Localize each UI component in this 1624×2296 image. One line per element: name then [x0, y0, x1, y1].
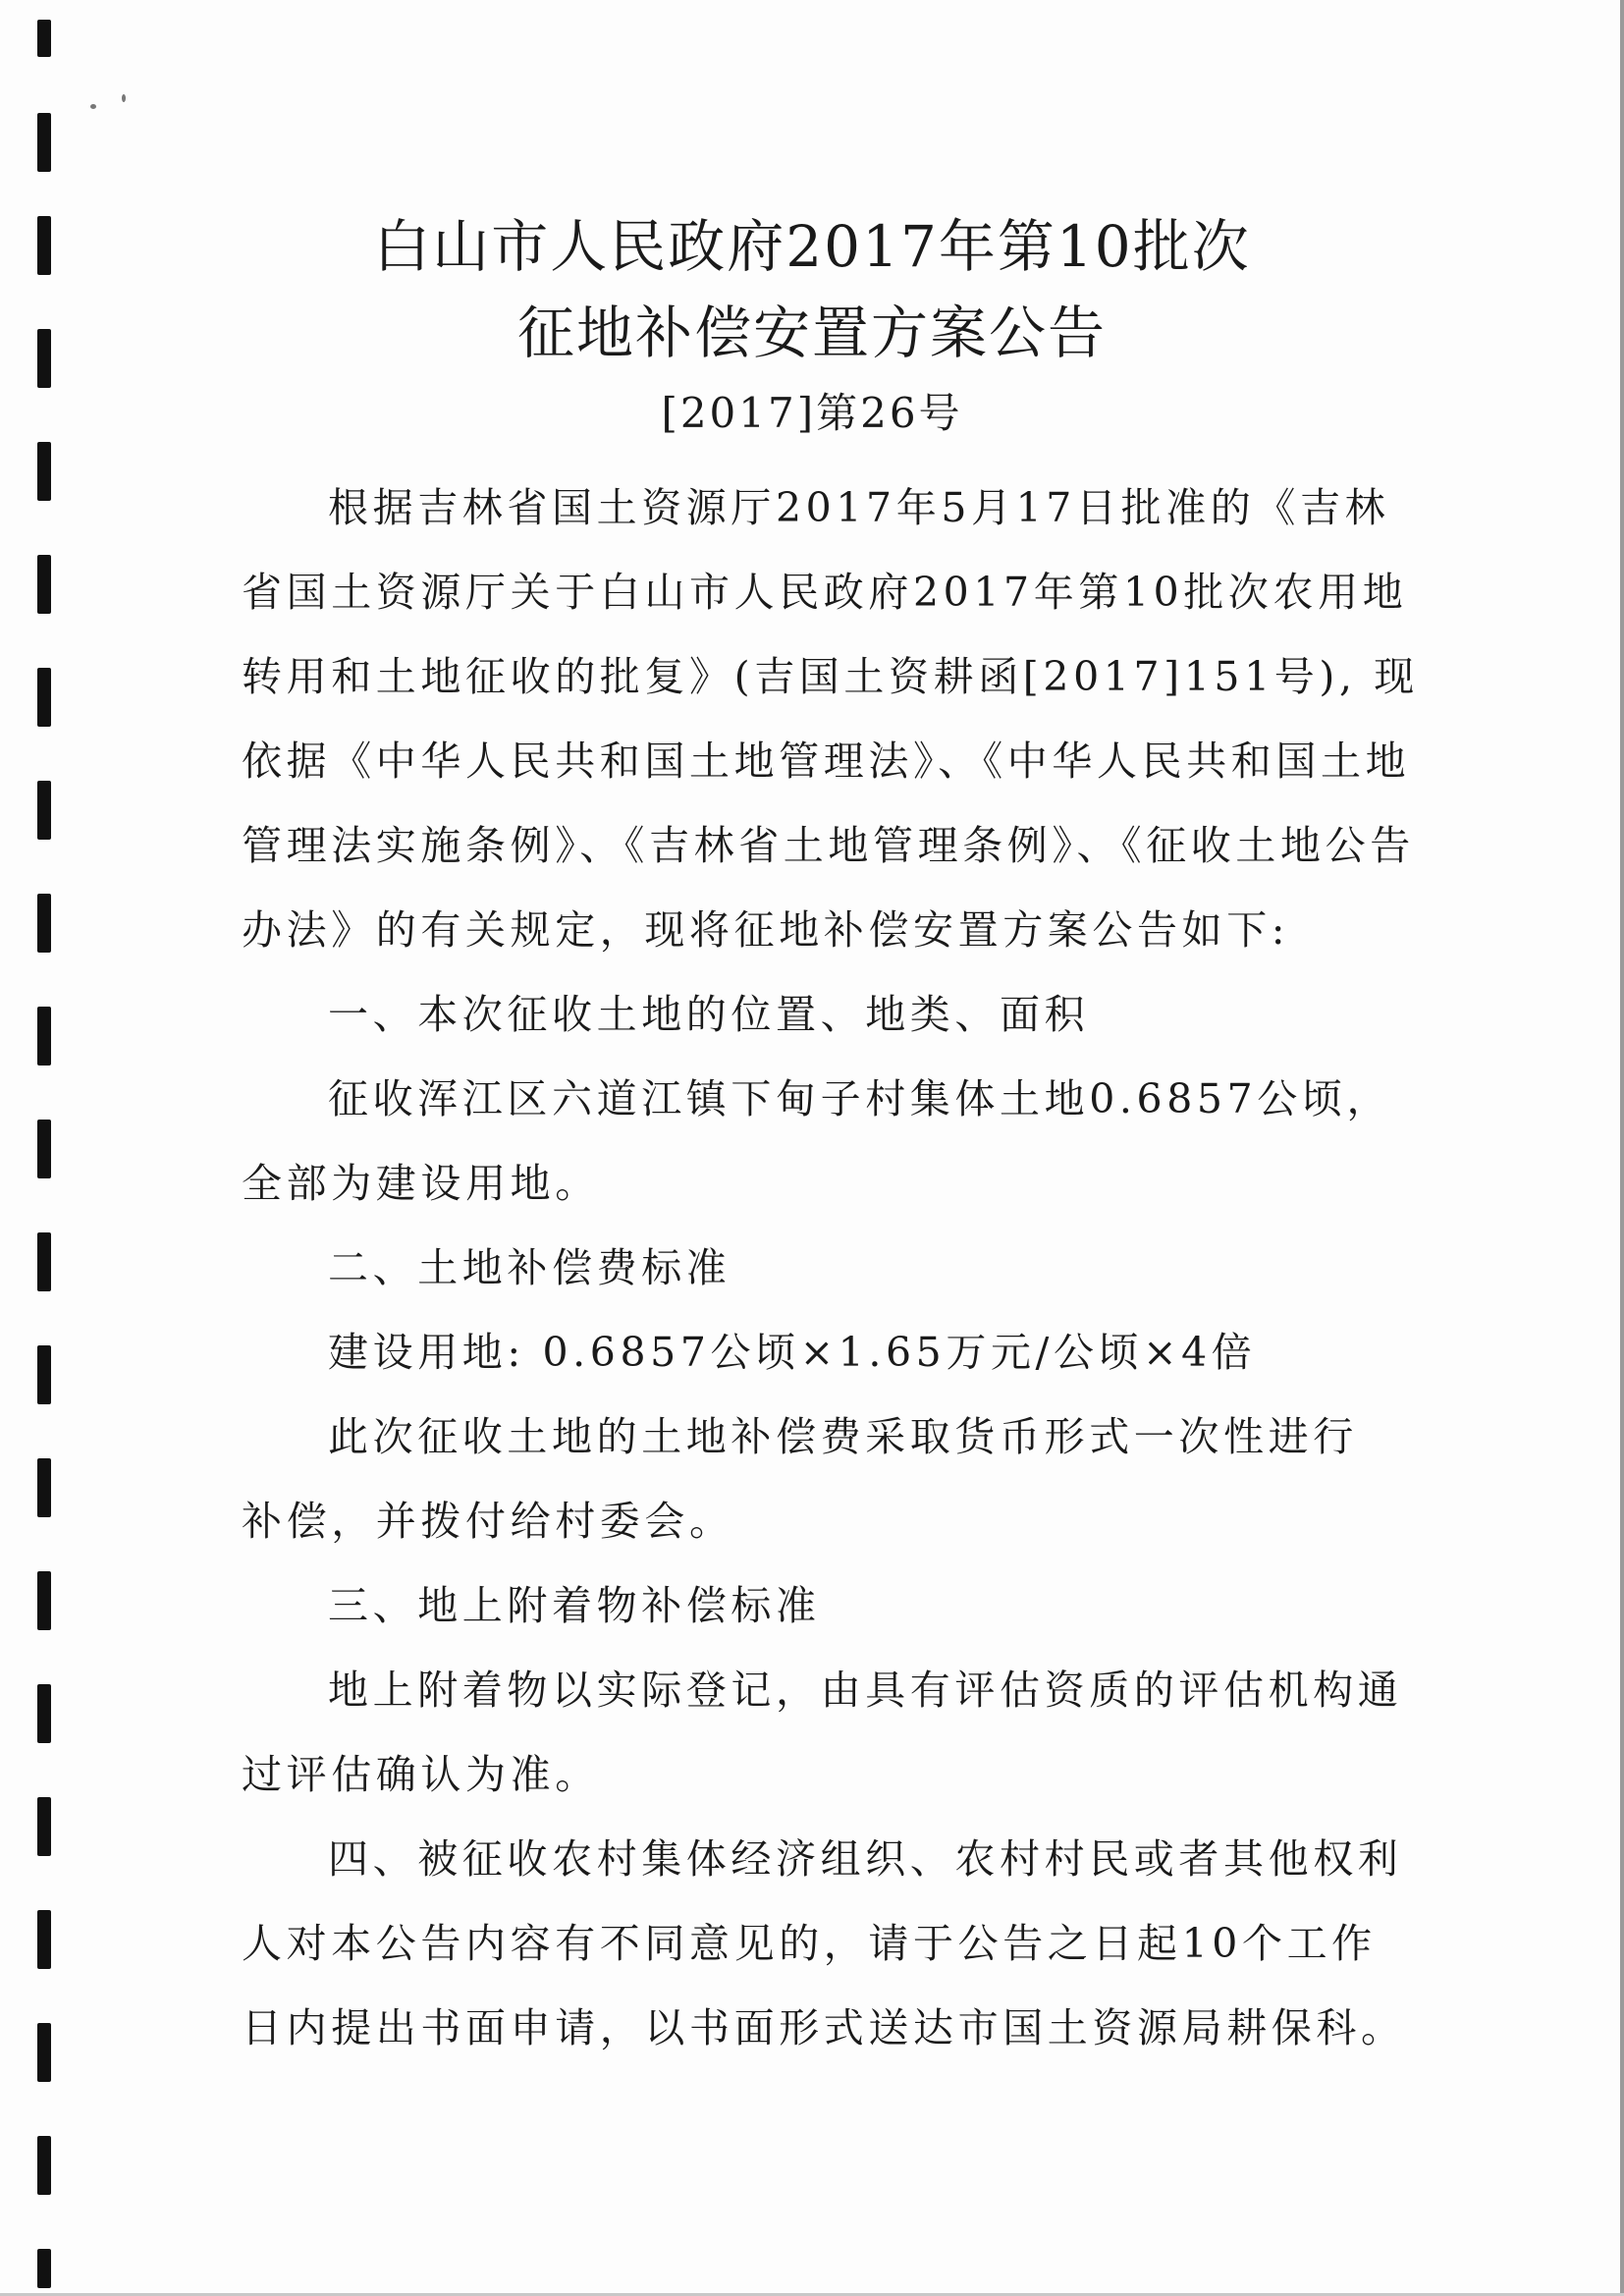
binding-hole: [37, 668, 51, 727]
binding-hole: [37, 20, 51, 57]
scan-specks: [86, 90, 145, 120]
binding-hole: [37, 1232, 51, 1291]
body-line: 转用和土地征收的批复》(吉国土资耕函[2017]151号), 现: [242, 653, 1419, 700]
body-line: 管理法实施条例》、《吉林省土地管理条例》、《征收土地公告: [242, 822, 1415, 869]
body-line: 依据《中华人民共和国土地管理法》、《中华人民共和国土地: [242, 738, 1411, 785]
section-heading-3: 三、地上附着物补偿标准: [328, 1582, 821, 1629]
body-line: 全部为建设用地。: [242, 1160, 600, 1207]
binding-hole: [37, 1458, 51, 1517]
body-line: 补偿，并拨付给村委会。: [242, 1498, 734, 1545]
body-line: 建设用地: 0.6857公顷×1.65万元/公顷×4倍: [328, 1329, 1257, 1376]
binding-hole: [37, 1120, 51, 1178]
body-line: 日内提出书面申请，以书面形式送达市国土资源局耕保科。: [242, 2004, 1406, 2051]
binding-hole: [37, 442, 51, 501]
binding-hole: [37, 1571, 51, 1630]
body-line: 根据吉林省国土资源厅2017年5月17日批准的《吉林: [328, 484, 1390, 531]
body-line: 人对本公告内容有不同意见的，请于公告之日起10个工作: [242, 1920, 1377, 1967]
binding-hole: [37, 2136, 51, 2195]
binding-hole: [37, 1910, 51, 1969]
section-heading-2: 二、土地补偿费标准: [328, 1244, 731, 1291]
binding-hole: [37, 781, 51, 840]
body-line: 征收浑江区六道江镇下甸子村集体土地0.6857公顷，: [328, 1075, 1392, 1122]
binding-hole: [37, 1684, 51, 1743]
binding-hole: [37, 113, 51, 172]
binding-hole: [37, 2249, 51, 2288]
binding-hole: [37, 1007, 51, 1066]
body-line: 此次征收土地的土地补偿费采取货币形式一次性进行: [328, 1413, 1358, 1460]
binding-hole: [37, 2023, 51, 2082]
section-heading-1: 一、本次征收土地的位置、地类、面积: [328, 991, 1090, 1038]
binding-hole: [37, 1797, 51, 1856]
body-line: 办法》的有关规定，现将征地补偿安置方案公告如下:: [242, 906, 1290, 954]
notice-title-line2: 征地补偿安置方案公告: [516, 300, 1107, 366]
body-line: 省国土资源厅关于白山市人民政府2017年第10批次农用地: [242, 569, 1408, 616]
binding-hole: [37, 555, 51, 614]
body-line: 过评估确认为准。: [242, 1751, 600, 1798]
section-heading-4: 四、被征收农村集体经济组织、农村村民或者其他权利: [328, 1835, 1403, 1883]
document-number: [2017]第26号: [661, 389, 963, 437]
binding-hole: [37, 1345, 51, 1404]
binding-hole: [37, 894, 51, 953]
notice-body: [242, 465, 1419, 2070]
notice-title-line1: 白山市人民政府2017年第10批次: [373, 213, 1251, 280]
body-line: 地上附着物以实际登记，由具有评估资质的评估机构通: [328, 1667, 1403, 1714]
